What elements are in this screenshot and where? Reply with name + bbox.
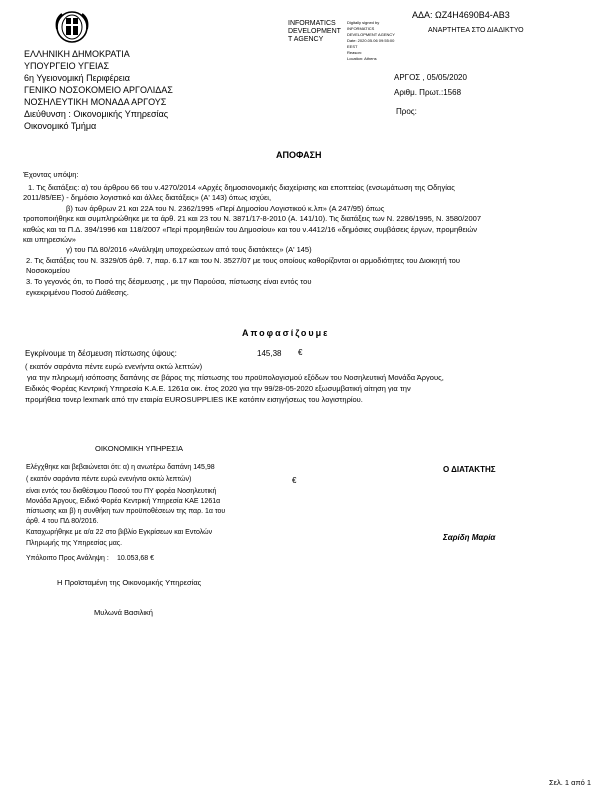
stamp-detail-line: EEST	[347, 44, 358, 49]
decision-body-line: Ειδικός Φορέας Κεντρική Υπηρεσία Κ.Α.Ε. 1261α οικ. έτος 2020 για την 99/28-05-2020 εξωσυμβατική αίτηση για την	[25, 384, 411, 393]
decision-body-line: προμήθεια τονερ lexmark από την εταιρία EUROSUPPLIES IKE κατόπιν εισηγήσεως του λογιστηρίου.	[25, 395, 363, 404]
place-date: ΑΡΓΟΣ , 05/05/2020	[394, 73, 467, 82]
org-line: ΥΠΟΥΡΓΕΙΟ ΥΓΕΙΑΣ	[24, 61, 110, 71]
greek-emblem-icon	[52, 9, 92, 45]
approve-label: Εγκρίνουμε τη δέσμευση πίστωσης ύψους:	[25, 349, 177, 358]
stamp-detail-line: DEVELOPMENT AGENCY	[347, 32, 395, 37]
stamp-line: DEVELOPMENT	[288, 28, 341, 35]
considering-line: 2. Τις διατάξεις του Ν. 3329/05 άρθ. 7, παρ. 6.17 και του Ν. 3527/07 με τους οποίους καθορίζονται οι αρμοδιότητες του Διοικητή του	[26, 256, 460, 265]
stamp-detail-line: Date: 2020.05.06 09:55:00	[347, 38, 395, 43]
finance-line: άρθ. 4 του ΠΔ 80/2016.	[26, 518, 99, 525]
org-line: ΝΟΣΗΛΕΥΤΙΚΗ ΜΟΝΑΔΑ ΑΡΓΟΥΣ	[24, 97, 167, 107]
finance-check-line: Ελέγχθηκε και βεβαιώνεται ότι: α) η ανωτέρω δαπάνη 145,98	[26, 464, 215, 471]
org-line: Οικονομικό Τμήμα	[24, 121, 97, 131]
considering-heading: Έχοντας υπόψη:	[23, 170, 79, 179]
issuer-name: Σαρίδη Μαρία	[443, 533, 496, 542]
considering-line: Νοσοκομείου	[26, 266, 70, 275]
finance-currency: €	[292, 476, 297, 485]
finance-line: Μονάδα Άργους, Ειδικό Φορέα Κεντρική Υπηρεσία ΚΑΕ 1261α	[26, 498, 221, 505]
considering-line: εγκεκριμένου Ποσού Διάθεσης.	[26, 288, 129, 297]
considering-line: καθώς και τα Π.Δ. 394/1996 και 118/2007 «Περί προμηθειών του Δημοσίου» και του ν.4412/16 «δημόσιες συμβάσεις έργων, προμηθειών	[23, 225, 477, 234]
finance-line: είναι εντός του διαθέσιμου Ποσού του ΠΥ φορέα Νοσηλευτική	[26, 488, 217, 495]
document-title: ΑΠΟΦΑΣΗ	[276, 150, 322, 160]
finance-heading: ΟΙΚΟΝΟΜΙΚΗ ΥΠΗΡΕΣΙΑ	[95, 444, 184, 453]
stamp-detail-line: Location: Athens	[347, 56, 377, 61]
org-line: 6η Υγειονομική Περιφέρεια	[24, 73, 130, 83]
considering-line: 1. Τις διατάξεις: α) του άρθρου 66 του ν.4270/2014 «Αρχές δημοσιονομικής διαχείρισης και εποπτείας (ενσωμάτωση της Οδηγίας	[28, 183, 455, 192]
org-line: ΓΕΝΙΚΟ ΝΟΣΟΚΟΜΕΙΟ ΑΡΓΟΛΙΔΑΣ	[24, 85, 173, 95]
posted-online-note: ΑΝΑΡΤΗΤΕΑ ΣΤΟ ΔΙΑΔΙΚΤΥΟ	[428, 27, 524, 34]
ada-code: ΑΔΑ: ΩΖ4Η4690Β4-ΑΒ3	[412, 10, 510, 20]
digital-signature-stamp	[288, 20, 341, 44]
finance-line: Πληρωμής της Υπηρεσίας μας.	[26, 540, 123, 547]
finance-head-title: Η Προϊσταμένη της Οικονομικής Υπηρεσίας	[57, 578, 202, 587]
amount-currency: €	[298, 348, 303, 357]
considering-line: γ) του ΠΔ 80/2016 «Ανάληψη υποχρεώσεων από τους διατάκτες» (Α' 145)	[66, 245, 312, 254]
amount-in-words: ( εκατόν σαράντα πέντε ευρώ ενενήντα οκτώ λεπτών)	[25, 362, 203, 371]
finance-line: Καταχωρήθηκε με α/α 22 στο βιβλίο Εγκρίσεων και Εντολών	[26, 529, 213, 536]
organisation-block	[24, 48, 173, 132]
stamp-details	[347, 20, 395, 62]
finance-line: πίστωσης και β) η συνθήκη των προϋποθέσεων της παρ. 1α του	[26, 508, 226, 515]
stamp-line: INFORMATICS	[288, 20, 336, 27]
stamp-detail-line: INFORMATICS	[347, 26, 375, 31]
org-line: ΕΛΛΗΝΙΚΗ ΔΗΜΟΚΡΑΤΙΑ	[24, 49, 130, 59]
considering-line: τροποποιήθηκε και συμπληρώθηκε με τα άρθ. 21 και 23 του Ν. 3871/17-8-2010 (Α. 141/10). Τις διατάξεις των Ν. 2286/1995, Ν. 3580/2007	[23, 214, 481, 223]
decision-body-line: για την πληρωμή ισόποσης δαπάνης σε βάρος της πίστωσης του προϋπολογισμού εξόδων του Νοσηλευτική Μονάδα Άργους,	[27, 373, 444, 382]
decision-heading: Αποφασίζουμε	[242, 328, 330, 338]
protocol-number: Αριθμ. Πρωτ.:1568	[394, 88, 462, 97]
stamp-line: T AGENCY	[288, 36, 324, 43]
considering-line: και υπηρεσιών»	[23, 235, 76, 244]
considering-line: β) των άρθρων 21 και 22Α του Ν. 2362/1995 «Περί Δημοσίου Λογιστικού κ.λπ» (Α 247/95) όπως	[66, 204, 385, 213]
stamp-detail-line: Reason:	[347, 50, 362, 55]
finance-amount-words: ( εκατόν σαράντα πέντε ευρώ ενενήντα οκτώ λεπτών)	[26, 476, 192, 483]
recipient-label: Προς:	[396, 107, 417, 116]
approved-amount: 145,38	[257, 349, 282, 358]
considering-line: 3. Το γεγονός ότι, το Ποσό της δέσμευσης , με την Παρούσα, πίστωσης είναι εντός του	[26, 277, 312, 286]
remaining-value: 10.053,68 €	[117, 555, 154, 562]
remaining-label: Υπόλοιπο Προς Ανάληψη :	[26, 555, 109, 562]
considering-line: 2011/85/ΕΕ) - δημόσιο λογιστικό και άλλες διατάξεις» (Α' 143) όπως ισχύει,	[23, 193, 272, 202]
org-line: Διεύθυνση : Οικονομικής Υπηρεσίας	[24, 109, 169, 119]
finance-head-name: Μυλωνά Βασιλική	[94, 608, 153, 617]
page-number: Σελ. 1 από 1	[549, 778, 592, 787]
stamp-detail-line: Digitally signed by	[347, 20, 380, 25]
issuer-title: Ο ΔΙΑΤΑΚΤΗΣ	[443, 465, 496, 474]
